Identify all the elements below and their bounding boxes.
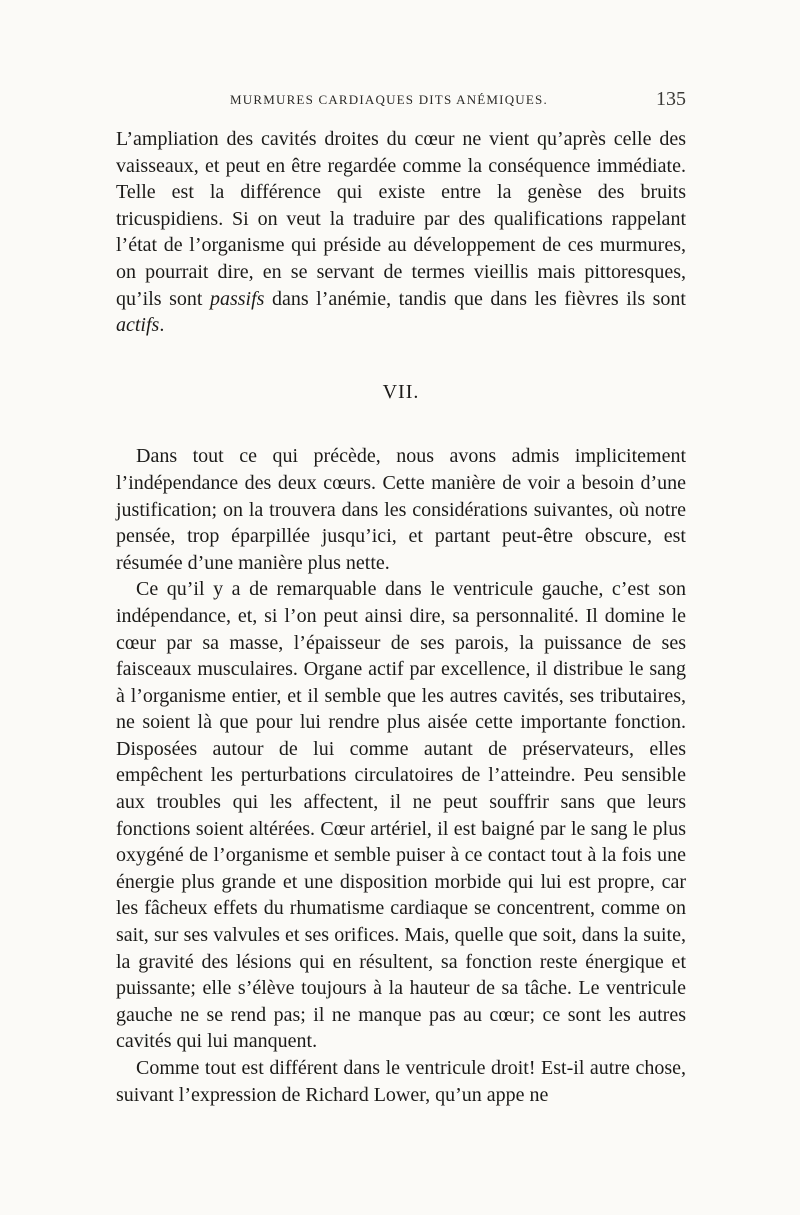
section-heading: VII. <box>382 380 420 403</box>
running-header <box>116 88 686 116</box>
paragraph-text: . <box>159 314 165 337</box>
page-number: 135 <box>656 88 686 110</box>
paragraph-continuation <box>116 126 686 339</box>
paragraph-text: dans l’anémie, tandis que dans les fièvres ils sont <box>264 287 686 310</box>
italic-term-passifs: passifs <box>209 287 265 310</box>
paragraph-text: L’ampliation des cavités droites du cœur ne vient qu’après celle des vaisseaux, et peut en être regardée comme la conséquence immédiate. Telle est la différence qui existe entre la genèse des bruits tricuspidiens. Si on veut la traduire par des qualifications rappelant l’état de l’organisme qui préside au développement de ces murmures, on pourrait dire, en se servant de termes vieillis mais pittoresques, qu’ils sont <box>116 128 686 310</box>
paragraph: Ce qu’il y a de remarquable dans le ventricule gauche, c’est son indépendance, et, si l’on peut ainsi dire, sa personnalité. Il domine le cœur par sa masse, l’épaisseur de ses parois, la puissance de ses faisceaux musculaires. Organe actif par excellence, il distribue le sang à l’organisme entier, et il semble que les autres cavités, ses tributaires, ne soient là que pour lui rendre plus aisée cette importante fonction. Disposées autour de lui comme autant de préservateurs, elles empêchent les perturbations circulatoires de l’atteindre. Peu sensible aux troubles qui les affectent, il ne peut souffrir sans que leurs fonctions soient altérées. Cœur artériel, il est baigné par le sang le plus oxygéné de l’organisme et semble puiser à ce contact tout à la fois une énergie plus grande et une disposition morbide qui lui est propre, car les fâcheux effets du rhumatisme cardiaque se concentrent, comme on sait, sur ses valvules et ses orifices. Mais, quelle que soit, dans la suite, la gravité des lésions qui en résultent, sa fonction reste énergique et puissante; elle s’élève toujours à la hauteur de sa tâche. Le ventricule gauche ne se rend pas; il ne manque pas au cœur; ce sont les autres cavités qui lui manquent. <box>116 578 686 1053</box>
paragraph: Dans tout ce qui précède, nous avons admis implicitement l’indépendance des deux cœurs. Cette manière de voir a besoin d’une justification; on la trouvera dans les considérations suivantes, où notre pensée, trop éparpillée jusqu’ici, et partant peut-être obscure, est résumée d’une manière plus nette. <box>116 445 686 574</box>
italic-term-actifs: actifs <box>116 314 160 337</box>
running-title: MURMURES CARDIAQUES DITS ANÉMIQUES. <box>230 92 548 107</box>
body-text <box>116 126 686 1108</box>
paragraph: Comme tout est différent dans le ventricule droit! Est-il autre chose, suivant l’expression de Richard Lower, qu’un appe ne <box>116 1057 686 1106</box>
